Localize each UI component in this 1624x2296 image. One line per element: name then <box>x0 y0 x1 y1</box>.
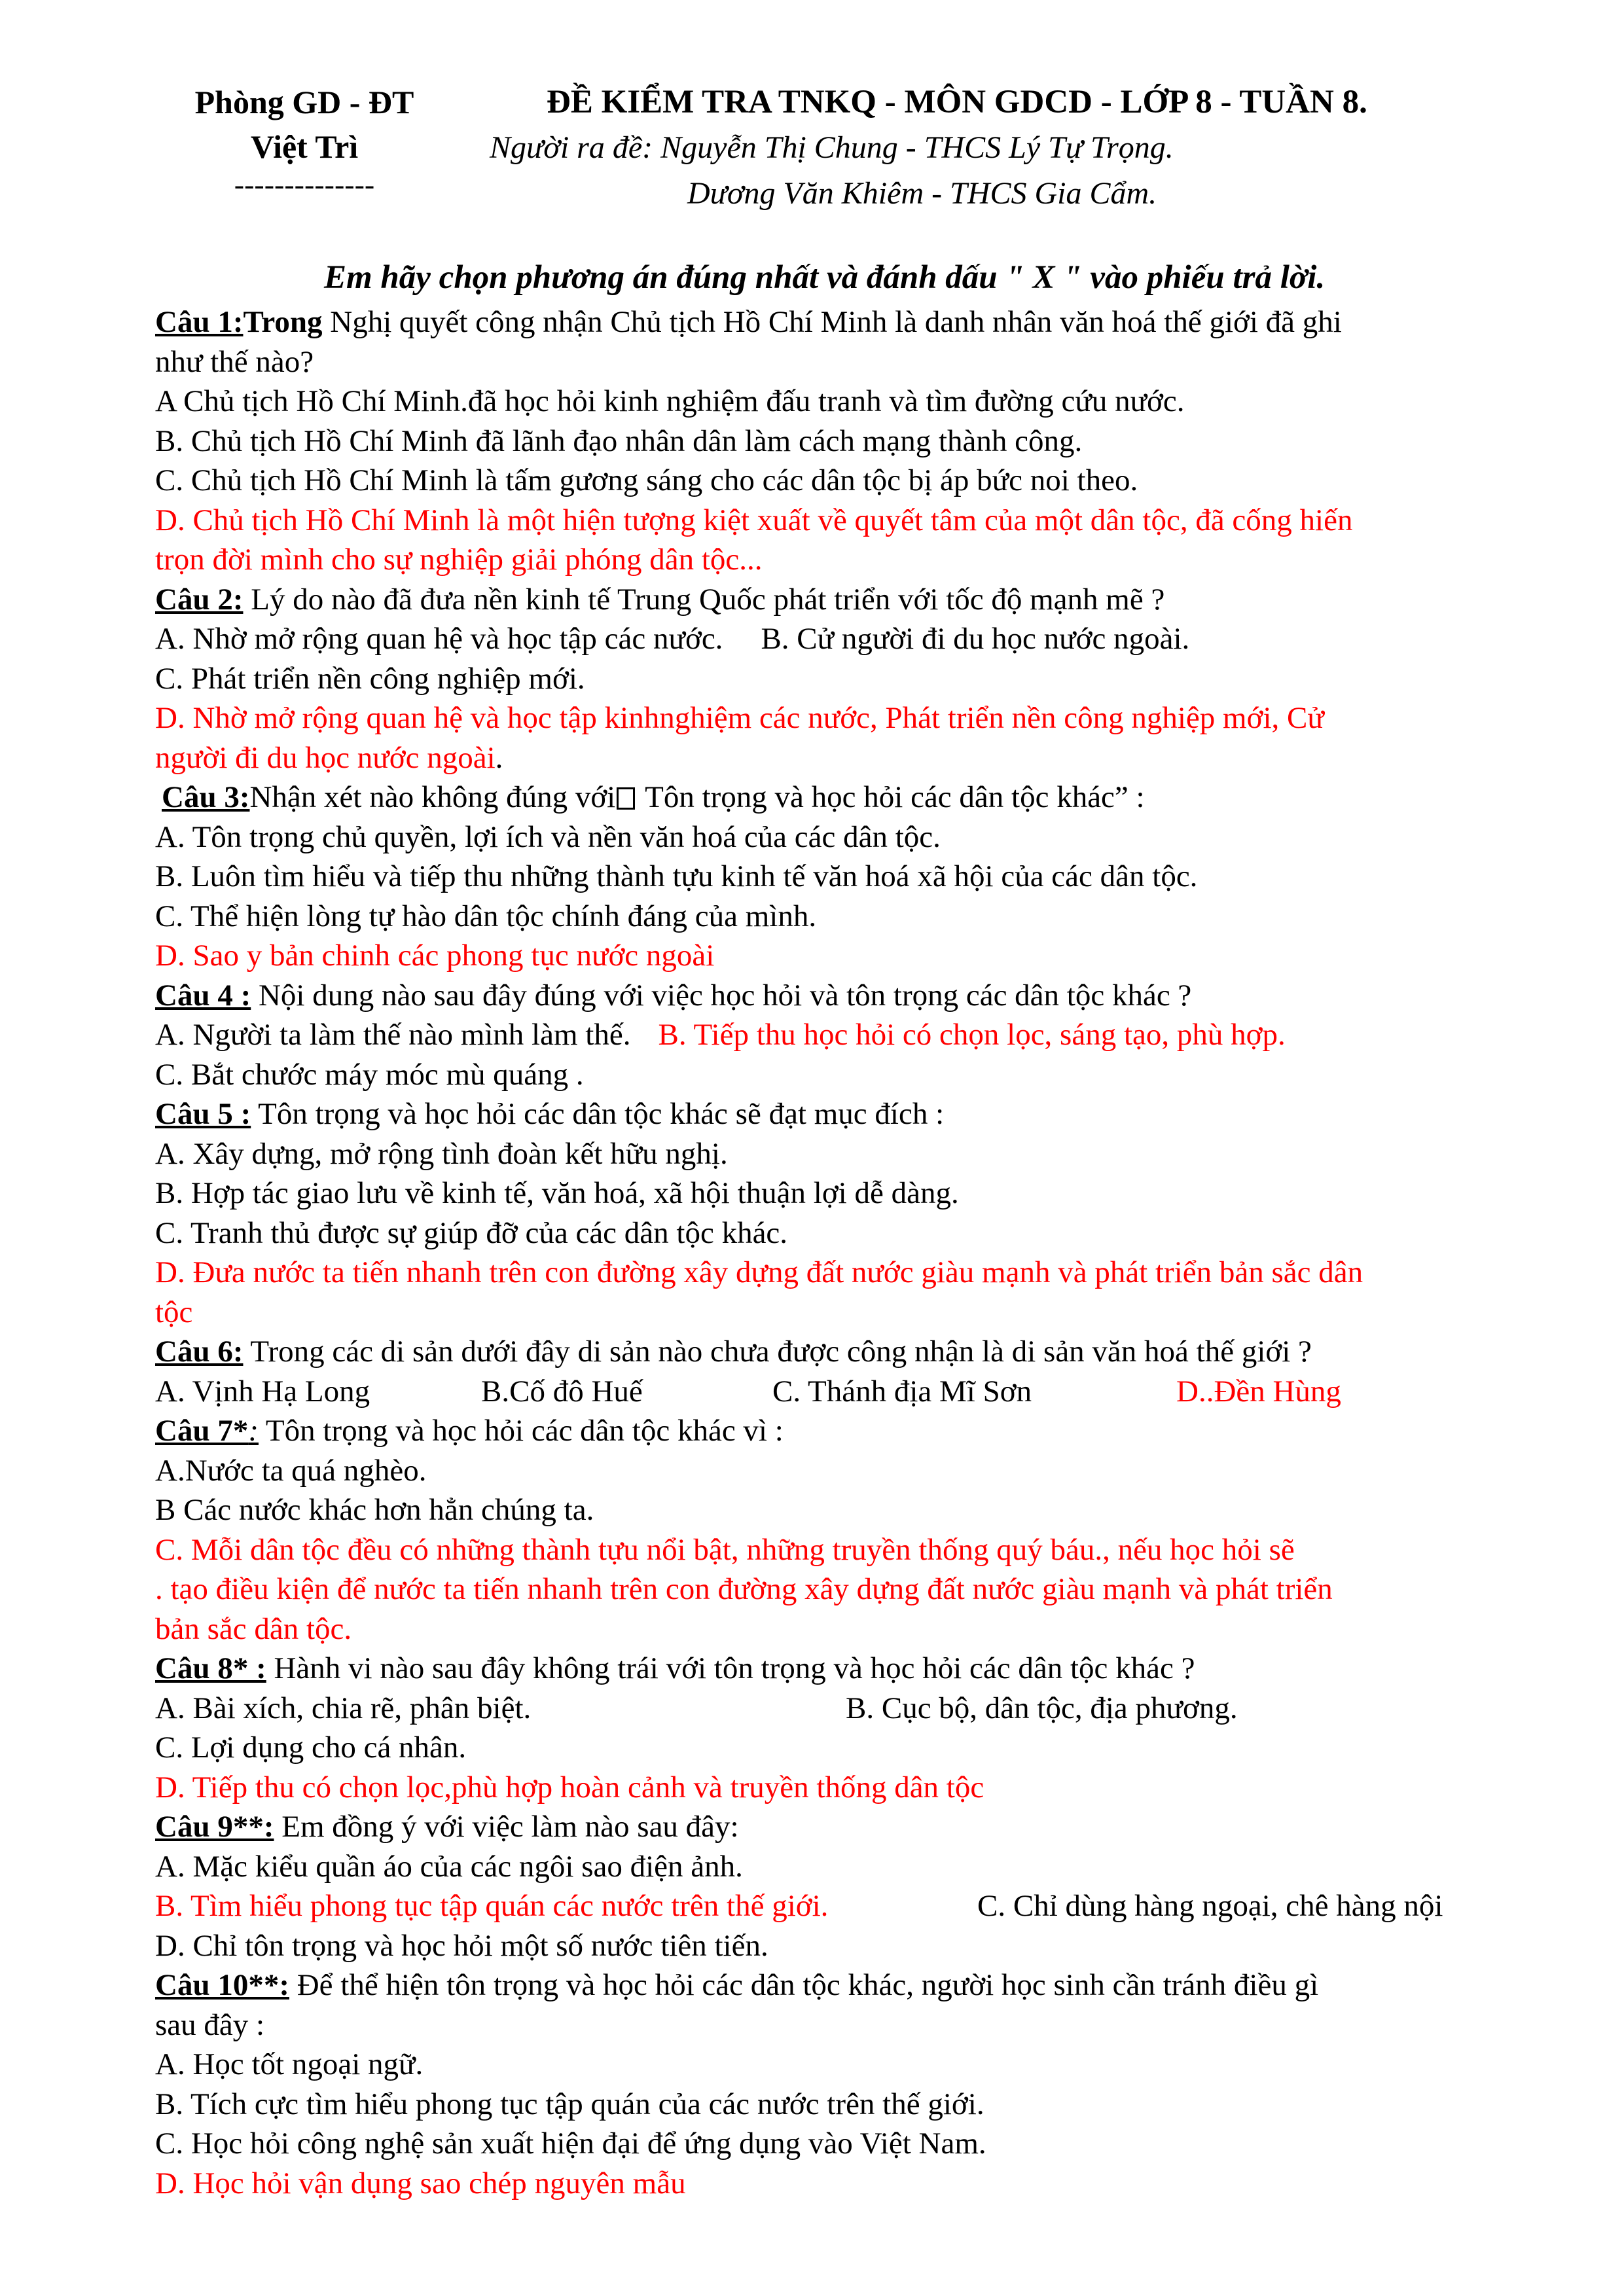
question-2-option-d-cont <box>155 738 1556 778</box>
question-1-option-d-cont: trọn đời mình cho sự nghiệp giải phóng dân tộc... <box>155 543 763 577</box>
question-8-text: Hành vi nào sau đây không trái với tôn trọng và học hỏi các dân tộc khác ? <box>266 1651 1195 1685</box>
question-5-option-c: C. Tranh thủ được sự giúp đỡ của các dân tộc khác. <box>155 1215 788 1250</box>
question-3-stem <box>155 778 1556 817</box>
office-city: Việt Trì <box>250 128 359 165</box>
question-5-stem <box>155 1094 1556 1134</box>
question-7-option-a: A.Nước ta quá nghèo. <box>155 1453 427 1488</box>
exam-title: ĐỀ KIỂM TRA TNKQ - MÔN GDCD - LỚP 8 - TUẦN 8. <box>547 84 1367 120</box>
question-10-text: Để thể hiện tôn trọng và học hỏi các dân tộc khác, người học sinh cần tránh điều gì <box>289 1968 1319 2002</box>
missing-glyph-box-icon <box>617 787 635 810</box>
instruction: Em hãy chọn phương án đúng nhất và đánh dấu " X " vào phiếu trả lời. <box>324 259 1326 296</box>
question-6-options <box>155 1372 1556 1412</box>
question-2-option-c: C. Phát triển nền công nghiệp mới. <box>155 661 585 696</box>
question-1-label-word: Trong <box>243 305 323 339</box>
question-2-option-a: A. Nhờ mở rộng quan hệ và học tập các nước. <box>155 622 723 656</box>
question-7-stem <box>155 1411 1556 1451</box>
question-10-stem-cont: sau đây : <box>155 2007 265 2042</box>
question-9-option-b: B. Tìm hiểu phong tục tập quán các nước trên thế giới. <box>155 1889 829 1923</box>
question-4-option-a: A. Người ta làm thế nào mình làm thế. <box>155 1018 631 1052</box>
question-2-option-d-cont-text: người đi du học nước ngoài <box>155 740 496 775</box>
question-7-text: Tôn trọng và học hỏi các dân tộc khác vì : <box>259 1414 784 1448</box>
question-6-label: Câu 6: <box>155 1335 244 1369</box>
question-9-options-bc <box>155 1886 1556 1926</box>
question-4-option-c: C. Bắt chước máy móc mù quáng . <box>155 1057 584 1092</box>
question-10-option-c: C. Học hỏi công nghệ sản xuất hiện đại để ứng dụng vào Việt Nam. <box>155 2126 986 2161</box>
office-name: Phòng GD - ĐT <box>194 84 414 120</box>
question-2-options-ab <box>155 619 1556 659</box>
question-3-option-d: D. Sao y bản chinh các phong tục nước ngoài <box>155 939 715 973</box>
question-8-stem <box>155 1649 1556 1689</box>
question-9-text: Em đồng ý với việc làm nào sau đây: <box>274 1810 739 1844</box>
question-1-text: Nghị quyết công nhận Chủ tịch Hồ Chí Minh là danh nhân văn hoá thế giới đã ghi <box>322 305 1342 339</box>
question-8-option-c: C. Lợi dụng cho cá nhân. <box>155 1731 467 1765</box>
question-7-label-colon: : <box>248 1414 259 1448</box>
question-3-text: Nhận xét nào không đúng với <box>249 780 616 814</box>
question-8-option-b: B. Cục bộ, dân tộc, địa phương. <box>846 1691 1238 1725</box>
question-1-option-c: C. Chủ tịch Hồ Chí Minh là tấm gương sáng cho các dân tộc bị áp bức noi theo. <box>155 463 1138 497</box>
question-8-label: Câu 8* : <box>155 1651 266 1685</box>
question-1-label: Câu 1: <box>155 305 244 339</box>
question-7-option-c: C. Mỗi dân tộc đều có những thành tựu nổi bật, những truyền thống quý báu., nếu học hỏi sẽ <box>155 1532 1295 1567</box>
question-4-option-b: B. Tiếp thu học hỏi có chọn lọc, sáng tạo, phù hợp. <box>658 1018 1286 1052</box>
question-3-option-c: C. Thể hiện lòng tự hào dân tộc chính đáng của mình. <box>155 899 817 933</box>
office-rule: -------------- <box>234 168 375 201</box>
question-5-option-a: A. Xây dựng, mở rộng tình đoàn kết hữu nghị. <box>155 1136 728 1171</box>
question-2-option-b: B. Cử người đi du học nước ngoài. <box>761 622 1190 656</box>
question-7-label: Câu 7* <box>155 1414 249 1448</box>
question-8-option-d: D. Tiếp thu có chọn lọc,phù hợp hoàn cảnh và truyền thống dân tộc <box>155 1770 984 1804</box>
question-5-label: Câu 5 : <box>155 1097 251 1131</box>
question-list <box>155 302 1556 2203</box>
question-6-option-d: D..Đền Hùng <box>1176 1374 1341 1408</box>
question-8-option-a: A. Bài xích, chia rẽ, phân biệt. <box>155 1691 532 1725</box>
question-3-label: Câu 3: <box>162 780 250 814</box>
question-2-option-d-end: . <box>495 740 503 775</box>
author-line-1: Người ra đề: Nguyễn Thị Chung - THCS Lý Tự Trọng. <box>490 130 1174 165</box>
question-7-option-c-cont-1: . tạo điều kiện để nước ta tiến nhanh trên con đường xây dựng đất nước giàu mạnh và phát triển <box>155 1572 1333 1606</box>
question-3-option-b: B. Luôn tìm hiểu và tiếp thu những thành tựu kinh tế văn hoá xã hội của các dân tộc. <box>155 859 1198 893</box>
question-9-option-d: D. Chỉ tôn trọng và học hỏi một số nước tiên tiến. <box>155 1928 768 1963</box>
question-9-option-a: A. Mặc kiểu quần áo của các ngôi sao điện ảnh. <box>155 1849 743 1884</box>
question-10-option-d: D. Học hỏi vận dụng sao chép nguyên mẫu <box>155 2166 686 2200</box>
question-4-stem <box>155 976 1556 1016</box>
question-9-label: Câu 9**: <box>155 1810 274 1844</box>
question-4-text: Nội dung nào sau đây đúng với việc học hỏi và tôn trọng các dân tộc khác ? <box>251 978 1192 1013</box>
question-8-options-ab <box>155 1689 1556 1729</box>
author-line-2: Dương Văn Khiêm - THCS Gia Cẩm. <box>687 176 1157 211</box>
question-1-option-d: D. Chủ tịch Hồ Chí Minh là một hiện tượng kiệt xuất về quyết tâm của một dân tộc, đã cống hiến <box>155 503 1353 537</box>
question-6-option-a: A. Vịnh Hạ Long <box>155 1374 370 1408</box>
question-2-stem <box>155 580 1556 620</box>
question-5-option-d: D. Đưa nước ta tiến nhanh trên con đường xây dựng đất nước giàu mạnh và phát triển bản sắc dân <box>155 1255 1363 1289</box>
question-5-option-b: B. Hợp tác giao lưu về kinh tế, văn hoá, xã hội thuận lợi dễ dàng. <box>155 1176 959 1210</box>
question-10-label: Câu 10**: <box>155 1968 289 2002</box>
question-1-stem-cont: như thế nào? <box>155 344 314 379</box>
question-10-option-b: B. Tích cực tìm hiểu phong tục tập quán của các nước trên thế giới. <box>155 2087 984 2121</box>
question-6-option-c: C. Thánh địa Mĩ Sơn <box>772 1374 1032 1408</box>
question-10-option-a: A. Học tốt ngoại ngữ. <box>155 2047 424 2081</box>
question-2-text: Lý do nào đã đưa nền kinh tế Trung Quốc phát triển với tốc độ mạnh mẽ ? <box>243 582 1165 617</box>
question-2-label: Câu 2: <box>155 582 244 617</box>
question-1-stem <box>155 302 1556 342</box>
question-3-option-a: A. Tôn trọng chủ quyền, lợi ích và nền văn hoá của các dân tộc. <box>155 819 941 854</box>
question-9-option-c: C. Chỉ dùng hàng ngoại, chê hàng nội <box>977 1889 1443 1923</box>
question-5-option-d-cont: tộc <box>155 1295 193 1329</box>
question-1-option-b: B. Chủ tịch Hồ Chí Minh đã lãnh đạo nhân dân làm cách mạng thành công. <box>155 423 1083 458</box>
question-6-text: Trong các di sản dưới đây di sản nào chưa được công nhận là di sản văn hoá thế giới ? <box>243 1335 1312 1369</box>
question-7-option-c-cont-2: bản sắc dân tộc. <box>155 1611 352 1646</box>
question-9-stem <box>155 1807 1556 1847</box>
question-1-option-a: A Chủ tịch Hồ Chí Minh.đã học hỏi kinh nghiệm đấu tranh và tìm đường cứu nước. <box>155 384 1185 418</box>
question-4-label: Câu 4 : <box>155 978 251 1013</box>
question-5-text: Tôn trọng và học hỏi các dân tộc khác sẽ đạt mục đích : <box>251 1097 945 1131</box>
question-3-text-cont: Tôn trọng và học hỏi các dân tộc khác” : <box>638 780 1145 814</box>
question-4-options-ab <box>155 1015 1556 1055</box>
question-7-option-b: B Các nước khác hơn hẳn chúng ta. <box>155 1493 594 1527</box>
question-6-stem <box>155 1332 1556 1372</box>
question-10-stem <box>155 1965 1556 2005</box>
question-6-option-b: B.Cố đô Huế <box>481 1374 643 1408</box>
question-2-option-d: D. Nhờ mở rộng quan hệ và học tập kinhnghiệm các nước, Phát triển nền công nghiệp mới, Cử <box>155 701 1324 735</box>
